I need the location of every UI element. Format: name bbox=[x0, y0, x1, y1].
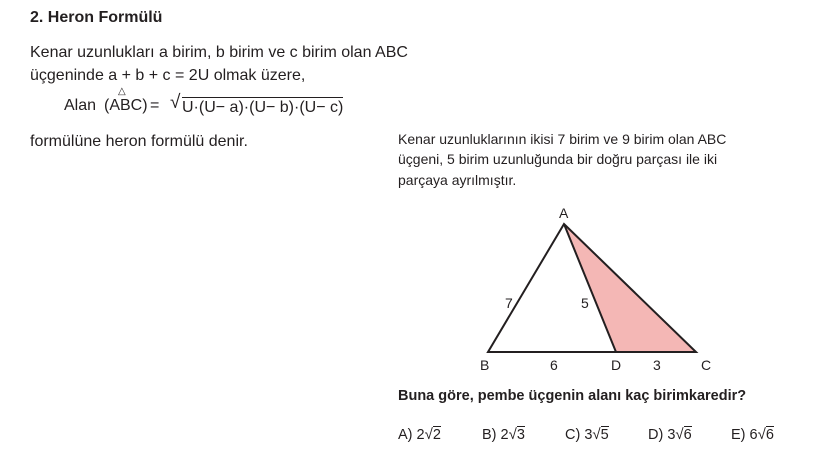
outro-text: formülüne heron formülü denir. bbox=[30, 133, 248, 150]
choice-letter: D) bbox=[648, 427, 664, 443]
problem-line-1: Kenar uzunluklarının ikisi 7 birim ve 9 birim olan ABC bbox=[398, 131, 727, 147]
choice-root: 6 bbox=[683, 427, 692, 443]
problem-line-2: üçgeni, 5 birim uzunluğunda bir doğru parçası ile iki bbox=[398, 151, 718, 167]
formula-triangle-name: (ABC) bbox=[104, 97, 148, 114]
choice-coef: 3 bbox=[584, 427, 593, 443]
formula-radicand: U·(U− a)·(U− b)·(U− c) bbox=[182, 99, 344, 116]
choice-d[interactable] bbox=[648, 426, 692, 443]
square-root-icon: √ bbox=[424, 426, 433, 443]
choice-coef: 2 bbox=[500, 427, 509, 443]
formula-equals: = bbox=[150, 97, 160, 114]
choice-root: 6 bbox=[765, 427, 774, 443]
choice-root: 2 bbox=[432, 427, 441, 443]
question-text: Buna göre, pembe üçgenin alanı kaç birimkaredir? bbox=[398, 388, 747, 404]
triangle-figure bbox=[470, 200, 730, 380]
square-root-icon: √ bbox=[757, 426, 766, 443]
length-label-ab: 7 bbox=[505, 295, 513, 311]
square-root-icon: √ bbox=[508, 426, 517, 443]
choice-letter: C) bbox=[565, 427, 581, 443]
intro-line-2: üçgeninde a + b + c = 2U olmak üzere, bbox=[30, 67, 306, 84]
triangle-hat-icon: △ bbox=[118, 86, 126, 97]
length-label-dc: 3 bbox=[653, 357, 661, 373]
choice-letter: A) bbox=[398, 427, 413, 443]
choice-e[interactable] bbox=[731, 426, 774, 443]
choice-coef: 3 bbox=[667, 427, 676, 443]
choice-letter: B) bbox=[482, 427, 497, 443]
section-title: 2. Heron Formülü bbox=[30, 9, 163, 26]
choice-coef: 6 bbox=[749, 427, 758, 443]
intro-line-1: Kenar uzunlukları a birim, b birim ve c birim olan ABC bbox=[30, 44, 408, 61]
vertex-label-d: D bbox=[611, 357, 622, 373]
problem-line-3: parçaya ayrılmıştır. bbox=[398, 172, 517, 188]
choice-letter: E) bbox=[731, 427, 746, 443]
choice-coef: 2 bbox=[416, 427, 425, 443]
vertex-label-b: B bbox=[480, 357, 490, 373]
length-label-ad: 5 bbox=[581, 295, 589, 311]
choice-root: 3 bbox=[516, 427, 525, 443]
choice-b[interactable] bbox=[482, 426, 525, 443]
vertex-label-c: C bbox=[701, 357, 712, 373]
choice-root: 5 bbox=[600, 427, 609, 443]
square-root-icon: √ bbox=[592, 426, 601, 443]
square-root-icon: √ bbox=[675, 426, 684, 443]
square-root-icon: √ bbox=[170, 92, 181, 113]
vertex-label-a: A bbox=[559, 205, 569, 221]
choice-c[interactable] bbox=[565, 426, 609, 443]
length-label-bd: 6 bbox=[550, 357, 558, 373]
choice-a[interactable] bbox=[398, 426, 441, 443]
formula-area-label: Alan bbox=[64, 97, 97, 114]
